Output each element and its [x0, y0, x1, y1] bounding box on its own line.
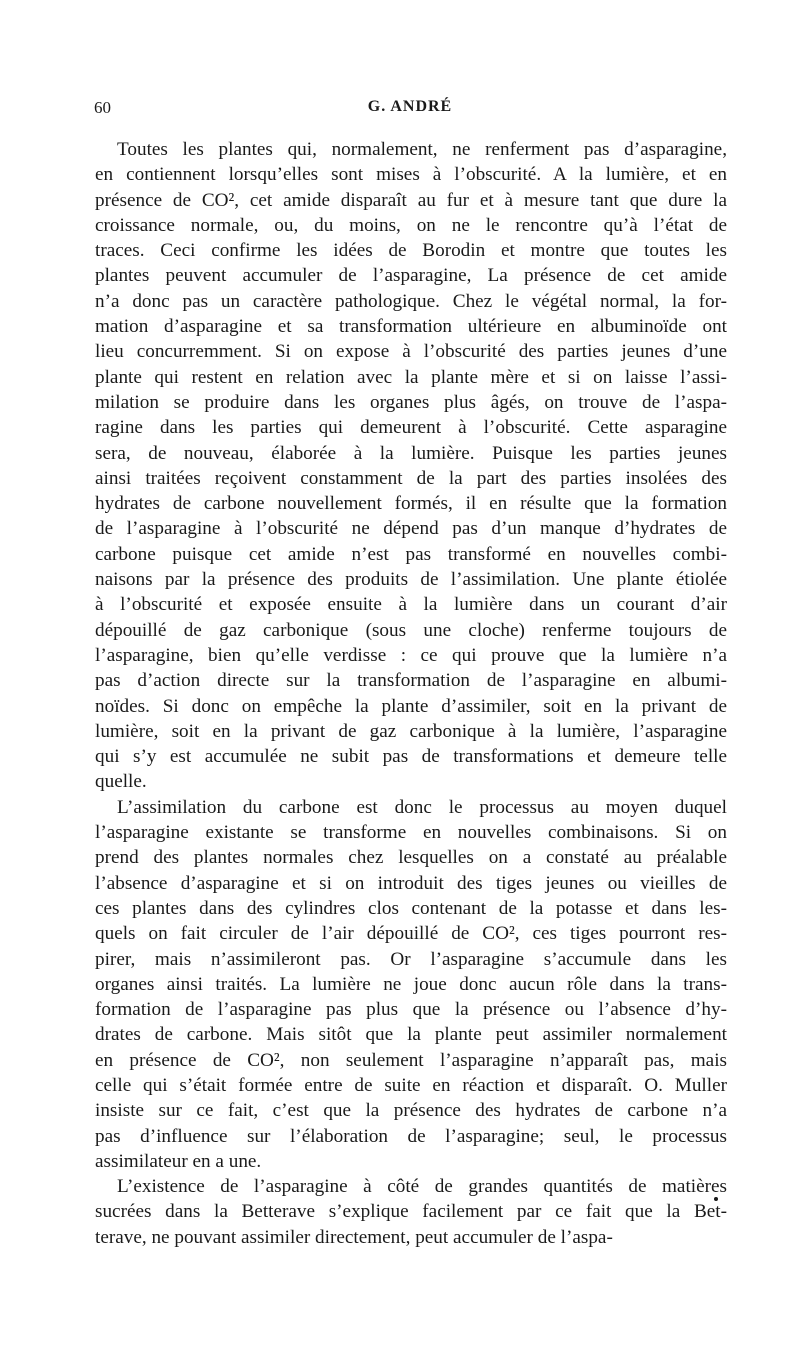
- text-line: hydrates de carbone nouvellement formés, il en résulte que la formation: [95, 493, 727, 515]
- text-line: l’asparagine, bien qu’elle verdisse : ce qui prouve que la lumière n’a: [95, 644, 727, 666]
- text-line: en présence de CO², non seulement l’asparagine n’apparaît pas, mais: [95, 1049, 727, 1071]
- body-text: [95, 137, 727, 1250]
- running-head: G. ANDRÉ: [367, 98, 453, 115]
- text-line: dépouillé de gaz carbonique (sous une cloche) renferme toujours de: [95, 619, 727, 641]
- text-line: assimilateur en a une.: [95, 1150, 262, 1172]
- text-line: pas d’influence sur l’élaboration de l’asparagine; seul, le processus: [95, 1125, 727, 1147]
- text-line: de l’asparagine à l’obscurité ne dépend pas d’un manque d’hydrates de: [95, 518, 727, 540]
- page-number: 60: [94, 98, 111, 117]
- text-line: prend des plantes normales chez lesquelles on a constaté au préalable: [95, 847, 727, 869]
- text-line: sucrées dans la Betterave s’explique facilement par ce fait que la Bet-: [95, 1201, 727, 1223]
- print-mark: [714, 1197, 718, 1201]
- text-line: croissance normale, ou, du moins, on ne le rencontre qu’à l’état de: [95, 214, 727, 236]
- text-line: formation de l’asparagine pas plus que la présence ou l’absence d’hy-: [95, 999, 727, 1021]
- text-line: en contiennent lorsqu’elles sont mises à l’obscurité. A la lumière, et en: [95, 164, 727, 186]
- text-line: quels on fait circuler de l’air dépouillé de CO², ces tiges pourront res-: [95, 923, 727, 945]
- text-line: présence de CO², cet amide disparaît au fur et à mesure tant que dure la: [95, 189, 727, 211]
- text-line: insiste sur ce fait, c’est que la présence des hydrates de carbone n’a: [95, 1100, 727, 1122]
- text-line: traces. Ceci confirme les idées de Borodin et montre que toutes les: [95, 240, 727, 262]
- page-header: [92, 98, 728, 122]
- text-line: qui s’y est accumulée ne subit pas de transformations et demeure telle: [95, 746, 727, 768]
- text-line: drates de carbone. Mais sitôt que la plante peut assimiler normalement: [95, 1024, 727, 1046]
- text-line: L’existence de l’asparagine à côté de grandes quantités de matières: [117, 1176, 727, 1198]
- paragraph: [95, 1174, 727, 1250]
- text-line: plante qui restent en relation avec la plante mère et si on laisse l’assi-: [95, 366, 727, 388]
- text-line: quelle.: [95, 771, 147, 793]
- text-line: n’a donc pas un caractère pathologique. Chez le végétal normal, la for-: [95, 290, 727, 312]
- text-line: L’assimilation du carbone est donc le processus au moyen duquel: [117, 796, 727, 818]
- text-line: pirer, mais n’assimileront pas. Or l’asparagine s’accumule dans les: [95, 948, 727, 970]
- text-line: lumière, soit en la privant de gaz carbonique à la lumière, l’asparagine: [95, 720, 727, 742]
- text-line: Toutes les plantes qui, normalement, ne renferment pas d’asparagine,: [117, 139, 727, 160]
- paragraph: [95, 137, 727, 795]
- text-line: ces plantes dans des cylindres clos contenant de la potasse et dans les-: [95, 897, 727, 919]
- text-line: plantes peuvent accumuler de l’asparagine, La présence de cet amide: [95, 265, 727, 287]
- text-line: carbone puisque cet amide n’est pas transformé en nouvelles combi-: [95, 543, 727, 565]
- text-line: l’asparagine existante se transforme en nouvelles combinaisons. Si on: [95, 822, 727, 844]
- text-line: terave, ne pouvant assimiler directement, peut accumuler de l’aspa-: [95, 1226, 613, 1248]
- paragraph: [95, 795, 727, 1174]
- text-line: l’absence d’asparagine et si on introduit des tiges jeunes ou vieilles de: [95, 872, 727, 894]
- text-line: sera, de nouveau, élaborée à la lumière. Puisque les parties jeunes: [95, 442, 727, 464]
- text-line: ragine dans les parties qui demeurent à l’obscurité. Cette asparagine: [95, 417, 727, 439]
- text-line: celle qui s’était formée entre de suite en réaction et disparaît. O. Muller: [95, 1074, 727, 1096]
- text-line: milation se produire dans les organes plus âgés, on trouve de l’aspa-: [95, 391, 727, 413]
- text-line: noïdes. Si donc on empêche la plante d’assimiler, soit en la privant de: [95, 695, 727, 717]
- text-line: mation d’asparagine et sa transformation ultérieure en albuminoïde ont: [95, 316, 727, 338]
- text-line: organes ainsi traités. La lumière ne joue donc aucun rôle dans la trans-: [95, 973, 727, 995]
- text-line: ainsi traitées reçoivent constamment de la part des parties insolées des: [95, 467, 727, 489]
- text-line: pas d’action directe sur la transformation de l’asparagine en albumi-: [95, 670, 727, 692]
- text-line: à l’obscurité et exposée ensuite à la lumière dans un courant d’air: [95, 594, 727, 616]
- text-line: lieu concurremment. Si on expose à l’obscurité des parties jeunes d’une: [95, 341, 727, 363]
- text-line: naisons par la présence des produits de l’assimilation. Une plante étiolée: [95, 569, 727, 591]
